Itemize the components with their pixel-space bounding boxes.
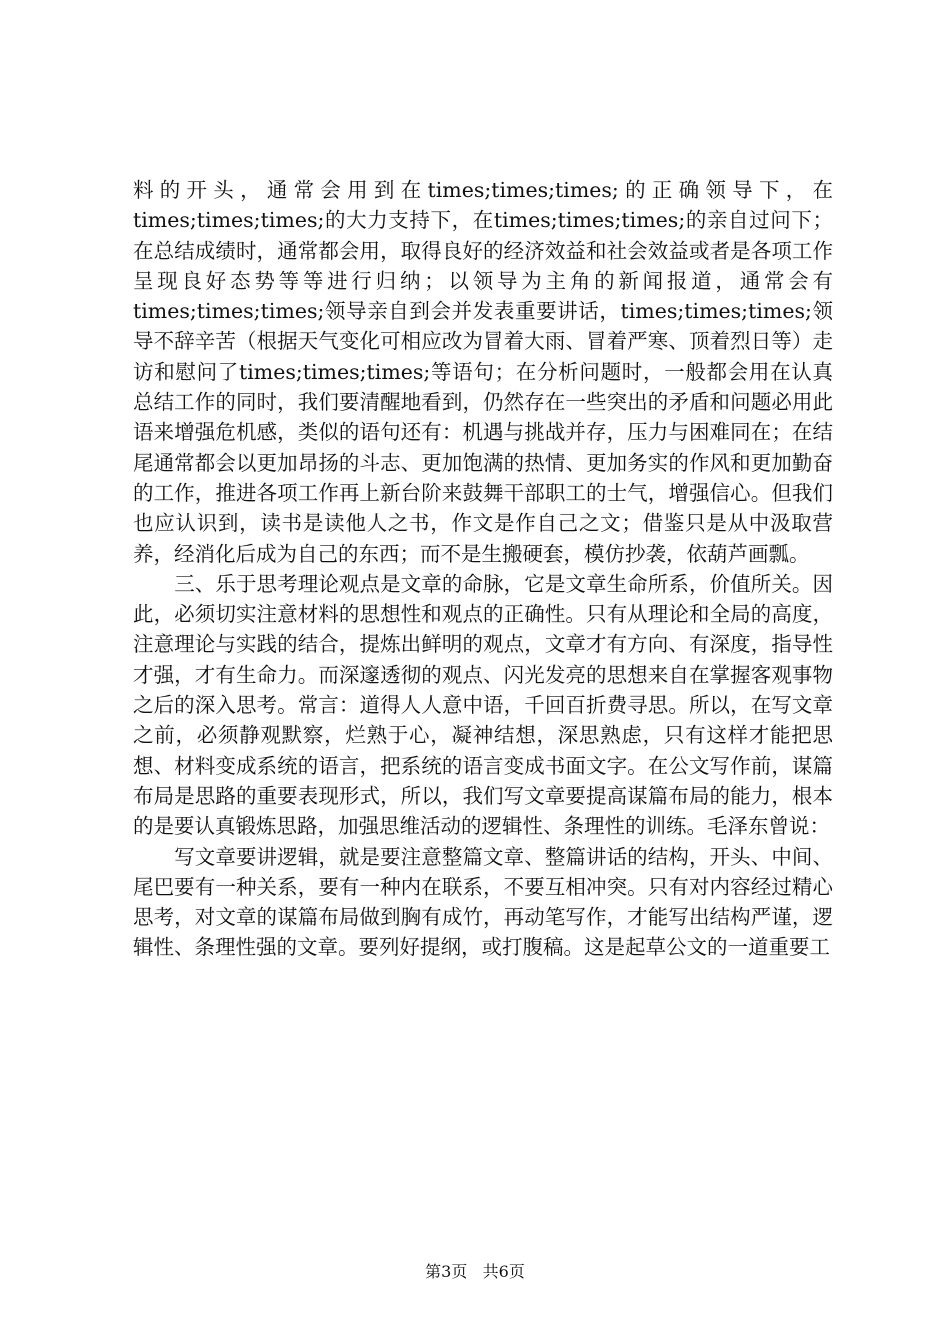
footer-gap	[472, 1262, 477, 1281]
page-number: 第3页	[425, 1262, 468, 1281]
paragraph-1-text: 料的开头，通常会用到在times;times;times;的正确领导下，在times;times;times;的大力支持下，在times;times;times;的亲自过问下；在总结成绩时，通常都会用，取得良好的经济效益和社会效益或者是各项工作呈现良好态势等等进行归纳；以领导为主角的新闻报道，通常会有times;times;times;领导亲自到会并发表重要讲话，times;times;times;领导不辞辛苦（根据天气变化可相应改为冒着大雨、冒着严寒、顶着烈日等）走访和慰问了times;times;times;等语句；在分析问题时，一般都会用在认真总结工作的同时，我们要清醒地看到，仍然存在一些突出的矛盾和问题必用此语来增强危机感，类似的语句还有：机遇与挑战并存，压力与困难同在；在结尾通常都会以更加昂扬的斗志、更加饱满的热情、更加务实的作风和更加勤奋的工作，推进各项工作再上新台阶来鼓舞干部职工的士气，增强信心。但我们也应认识到，读书是读他人之书，作文是作自己之文；借鉴只是从中汲取营养，经消化后成为自己的东西；而不是生搬硬套，模仿抄袭，依葫芦画瓢。	[133, 178, 833, 566]
paragraph-2-indent	[133, 572, 174, 596]
paragraph-2-text: 三、乐于思考理论观点是文章的命脉，它是文章生命所系，价值所关。因此，必须切实注意材料的思想性和观点的正确性。只有从理论和全局的高度，注意理论与实践的结合，提炼出鲜明的观点，文章才有方向、有深度，指导性才强，才有生命力。而深邃透彻的观点、闪光发亮的思想来自在掌握客观事物之后的深入思考。常言：道得人人意中语，千回百折费寻思。所以，在写文章之前，必须静观默察，烂熟于心，凝神结想，深思熟虑，只有这样才能把思想、材料变成系统的语言，把系统的语言变成书面文字。在公文写作前，谋篇布局是思路的重要表现形式，所以，我们写文章要提高谋篇布局的能力，根本的是要认真锻炼思路，加强思维活动的逻辑性、条理性的训练。毛泽东曾说：	[133, 571, 834, 839]
paragraph-1	[133, 175, 833, 569]
paragraph-3-text: 写文章要讲逻辑，就是要注意整篇文章、整篇讲话的结构，开头、中间、尾巴要有一种关系，要有一种内在联系，不要互相冲突。只有对内容经过精心思考，对文章的谋篇布局做到胸有成竹，再动笔写作，才能写出结构严谨，逻辑性、条理性强的文章。要列好提纲，或打腹稿。这是起草公文的一道重要工	[133, 844, 834, 960]
page-footer	[0, 1259, 950, 1282]
paragraph-2	[133, 569, 833, 842]
page-total: 共6页	[482, 1262, 525, 1281]
paragraph-3	[133, 842, 833, 963]
document-body	[133, 175, 833, 963]
paragraph-3-indent	[133, 845, 174, 869]
